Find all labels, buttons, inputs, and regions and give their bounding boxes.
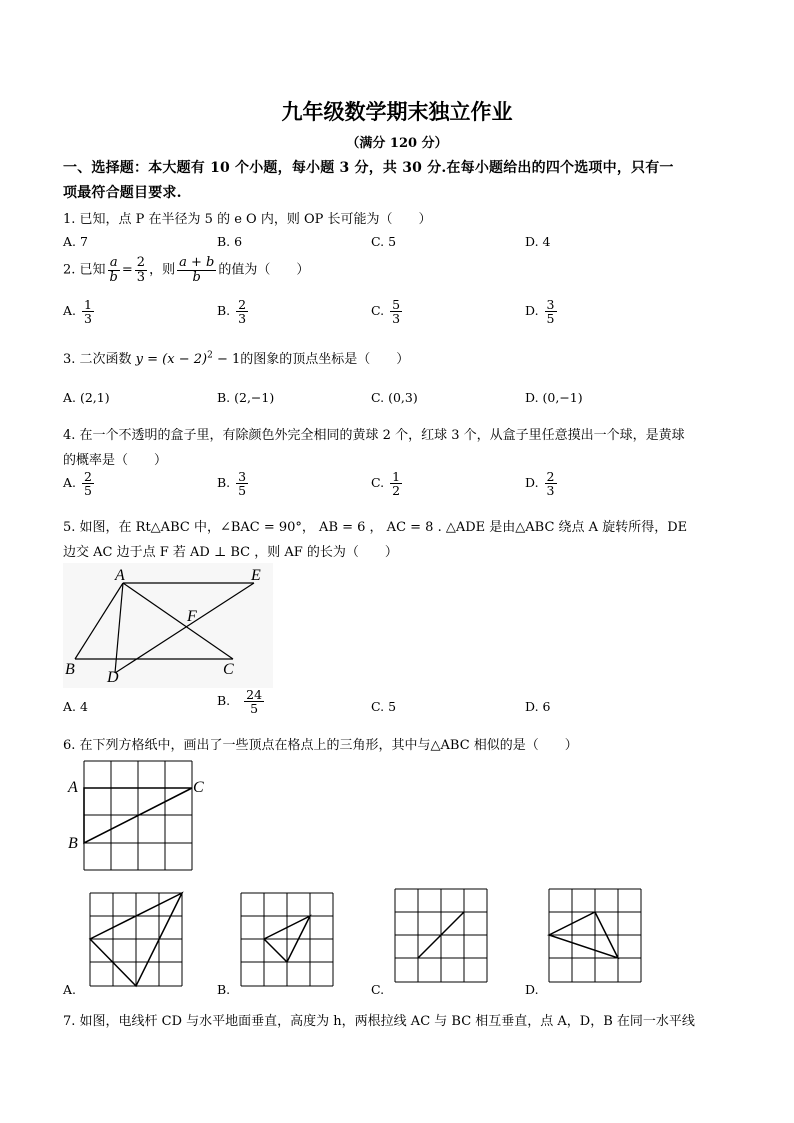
q6-option-c: C.	[371, 982, 385, 997]
q3-formula-tail: − 1	[212, 352, 241, 367]
q2-option-c-num: 5	[392, 297, 401, 312]
q4-option-d	[525, 470, 559, 497]
q2-option-c-den: 3	[392, 311, 401, 327]
q3-stem	[63, 348, 409, 367]
q4-option-b	[217, 470, 250, 497]
q6-option-b-grid	[238, 890, 338, 990]
q5-label-b: B	[65, 661, 75, 678]
q1-option-b: B. 6	[217, 234, 243, 249]
q4-option-c	[371, 470, 404, 497]
q3-exponent: 2	[207, 350, 213, 361]
q4-option-b-frac	[236, 470, 248, 497]
q4-option-a-num: 2	[84, 469, 92, 484]
q2-option-a-frac	[82, 298, 94, 325]
q2-option-a-den: 3	[84, 311, 92, 327]
q2-option-b-den: 3	[238, 311, 247, 327]
q6-option-a-grid	[87, 890, 187, 990]
q3-prefix: 3. 二次函数	[63, 352, 136, 367]
q2-equals: =	[121, 262, 133, 278]
q1-option-d: D. 4	[525, 234, 551, 249]
total-score: （满分 120 分）	[346, 136, 448, 151]
q5-stem-line1: 5. 如图，在 Rt△ABC 中，∠BAC = 90°， AB = 6 ， AC = 8 . △ADE 是由△ABC 绕点 A 旋转所得，DE	[63, 520, 688, 535]
q4-option-c-den: 2	[392, 483, 401, 499]
q1-option-a: A. 7	[63, 234, 88, 249]
q6-option-c-grid	[392, 886, 492, 986]
q4-option-b-den: 5	[238, 483, 247, 499]
q3-formula: y = (x − 2)	[135, 352, 208, 367]
q2-option-a-num: 1	[84, 297, 92, 312]
q6-option-a: A.	[63, 982, 77, 997]
q2-option-d-num: 3	[546, 297, 555, 312]
q2-frac-sum	[177, 256, 216, 284]
q4-option-d-den: 3	[546, 483, 555, 499]
q2-option-c	[371, 298, 404, 325]
q6-option-d: D.	[525, 982, 539, 997]
q2-option-b-frac	[236, 298, 248, 325]
q3-option-a: A. (2,1)	[63, 390, 110, 405]
q2-option-c-label: C.	[371, 303, 385, 319]
q2-suffix: 的值为（ ）	[218, 262, 310, 278]
q2-option-d	[525, 298, 559, 325]
q2-option-a	[63, 298, 96, 325]
q6-label-a: A	[68, 779, 78, 796]
q6-label-b: B	[68, 835, 78, 852]
q3-suffix: 的图象的顶点坐标是（ ）	[240, 352, 410, 367]
q5-label-f: F	[187, 608, 197, 625]
q2-frac3-num: a + b	[179, 255, 215, 270]
q3-option-c: C. (0,3)	[371, 390, 418, 405]
q2-prefix: 2. 已知	[63, 262, 106, 278]
q5-triangle-figure	[63, 563, 273, 688]
q5-option-b-num: 24	[246, 687, 263, 702]
q5-stem-line2: 边交 AC 边于点 F 若 AD ⊥ BC ，则 AF 的长为（ ）	[63, 545, 398, 560]
q5-figure-background	[63, 563, 273, 688]
q2-frac1-num: a	[109, 255, 118, 270]
q5-option-b-den: 5	[250, 701, 259, 717]
q2-frac2-den: 3	[136, 269, 146, 285]
q6-option-b: B.	[217, 982, 231, 997]
q2-option-c-frac	[390, 298, 402, 325]
q2-option-b	[217, 298, 250, 325]
q5-option-b-label: B.	[217, 693, 231, 709]
q7-stem: 7. 如图，电线杆 CD 与水平地面垂直，高度为 h，两根拉线 AC 与 BC 相互垂直，点 A，D，B 在同一水平线	[63, 1014, 695, 1029]
q2-option-d-frac	[545, 298, 557, 325]
section1-heading-line1: 一、选择题：本大题有 10 个小题，每小题 3 分，共 30 分.在每小题给出的四个选项中，只有一	[63, 160, 674, 176]
q2-frac2-num: 2	[136, 255, 146, 270]
q4-stem-line2: 的概率是（ ）	[63, 453, 168, 468]
q2-frac-a-b	[108, 256, 120, 284]
q5-option-b	[217, 688, 266, 715]
q4-option-a-den: 5	[84, 483, 92, 499]
q2-option-b-label: B.	[217, 303, 231, 319]
q2-option-d-label: D.	[525, 303, 539, 319]
q2-frac3-den: b	[192, 269, 201, 285]
q6-reference-grid	[63, 758, 213, 878]
q4-option-b-num: 3	[238, 469, 247, 484]
page-title: 九年级数学期末独立作业	[281, 99, 513, 124]
q4-option-d-frac	[545, 470, 557, 497]
q5-option-c: C. 5	[371, 699, 397, 714]
q4-option-b-label: B.	[217, 475, 231, 491]
q4-option-a	[63, 470, 96, 497]
q3-option-d: D. (0,−1)	[525, 390, 583, 405]
q2-stem	[63, 256, 309, 284]
q5-label-d: D	[107, 669, 119, 686]
q2-frac1-den: b	[109, 269, 118, 285]
q1-option-c: C. 5	[371, 234, 397, 249]
q4-option-c-frac	[390, 470, 402, 497]
section1-heading-line2: 项最符合题目要求.	[63, 185, 182, 201]
q6-option-d-grid	[546, 886, 646, 986]
q5-label-e: E	[251, 567, 261, 584]
q6-stem: 6. 在下列方格纸中，画出了一些顶点在格点上的三角形，其中与△ABC 相似的是（ ）	[63, 738, 578, 753]
q2-mid: ，则	[149, 262, 176, 278]
q5-option-a: A. 4	[63, 699, 88, 714]
q4-option-c-label: C.	[371, 475, 385, 491]
q2-option-d-den: 5	[546, 311, 555, 327]
q4-option-c-num: 1	[392, 469, 401, 484]
q6-label-c: C	[193, 779, 204, 796]
q4-option-a-label: A.	[63, 475, 77, 491]
q5-label-c: C	[223, 661, 234, 678]
q5-option-b-frac	[244, 688, 264, 715]
q5-option-d: D. 6	[525, 699, 551, 714]
q4-option-d-label: D.	[525, 475, 539, 491]
q4-stem-line1: 4. 在一个不透明的盒子里，有除颜色外完全相同的黄球 2 个，红球 3 个，从盒子里任意摸出一个球，是黄球	[63, 428, 685, 443]
q4-option-d-num: 2	[546, 469, 555, 484]
q2-option-a-label: A.	[63, 303, 77, 319]
q1-stem: 1. 已知，点 P 在半径为 5 的 e O 内，则 OP 长可能为（ ）	[63, 212, 432, 227]
q2-frac-2-3	[135, 256, 147, 284]
q4-option-a-frac	[82, 470, 94, 497]
q2-option-b-num: 2	[238, 297, 247, 312]
q3-option-b: B. (2,−1)	[217, 390, 275, 405]
q5-label-a: A	[115, 567, 125, 584]
